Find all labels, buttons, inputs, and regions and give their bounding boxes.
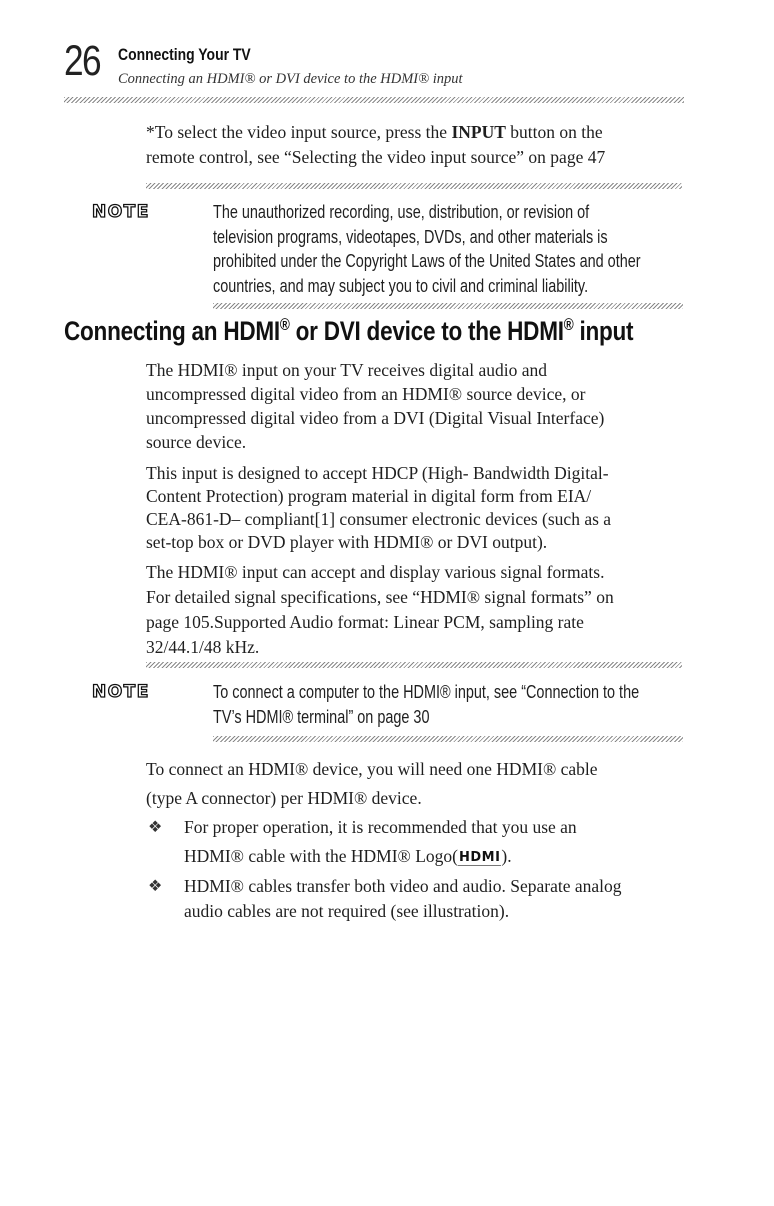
note-rule-bottom (213, 736, 683, 742)
bullet-icon: ❖ (148, 878, 163, 895)
paragraph-hdmi-cable: To connect an HDMI® device, you will need one HDMI® cable (type A connector) per HDMI® device. (146, 759, 598, 808)
note-text: To connect a computer to the HDMI® input, see “Connection to the TV’s HDMI® terminal” on page 30 (213, 681, 640, 727)
page-number: 26 (64, 37, 100, 85)
intro-text (146, 120, 706, 170)
hdmi-logo-icon: HDMI (458, 850, 501, 865)
note-text: The unauthorized recording, use, distribution, or revision of television programs, videotapes, DVDs, and other materials is prohibited under the Copyright Laws of the United States and other countries, and may subject you to civil and criminal liability. (213, 201, 641, 296)
paragraph-signal-formats: The HDMI® input can accept and display various signal formats. For detailed signal specifications, see “HDMI® signal formats” on page 105.Supported Audio format: Linear PCM, sampling rate 32/44.1/48 kHz. (146, 562, 614, 657)
note-rule-bottom (213, 303, 683, 309)
header-rule (64, 97, 684, 103)
note-rule-top (146, 662, 682, 668)
intro-line: remote control, see “Selecting the video input source” on page 47 (146, 147, 606, 167)
intro-line: *To select the video input source, press the INPUT button on the (146, 122, 603, 142)
paragraph-hdmi-input: The HDMI® input on your TV receives digital audio and uncompressed digital video from an HDMI® source device, or uncompressed digital video from a DVI (Digital Visual Interface) source device. (146, 360, 605, 452)
manual-page: 26 Connecting Your TV Connecting an HDMI® or DVI device to the HDMI® input *To select the video input source, press the INPUT button on the remote control, see “Selecting the video input source” on page 47 NOTE The unauthorized recording, use, distribution, or revision of television programs, videotapes, DVDs, and other materials is prohibited under the Copyright Laws of the United States and other countries, and may subject you to civil and criminal liability. Connecting an HDMI® or DVI device to the HDMI® input The HDMI® input on your TV receives digital audio and uncompressed digital video from an HDMI® source device, or uncompressed digital video from a DVI (Digital Visual Interface) source device. This input is designed to accept HDCP (High- Bandwidth Digital- Content Protection) program material in digital form from EIA/ CEA-861-D– compliant[1] consumer electronic devices (such as a set-top box or DVD player with HDMI® or DVI output). The HDMI® input can accept and display various signal formats. For detailed signal specifications, see “HDMI® signal formats” on page 105.Supported Audio format: Linear PCM, sampling rate 32/44.1/48 kHz. NOTE To connect a computer to the HDMI® input, see “Connection to the TV’s HDMI® terminal” on page 30 To connect an HDMI® device, you will need one HDMI® cable (type A connector) per HDMI® device. ❖ For proper operation, it is recommended that you use an HDMI® cable with the HDMI® Logo(HDMI). ❖ HDMI® cables transfer both video and audio. Separate analog audio cables are not required (see illustration). (0, 0, 774, 1206)
section-title: Connecting Your TV (118, 45, 251, 64)
note-rule-top (146, 183, 682, 189)
note-label: NOTE (92, 682, 150, 702)
section-subtitle: Connecting an HDMI® or DVI device to the HDMI® input (118, 71, 463, 87)
note-label: NOTE (92, 202, 150, 222)
paragraph-hdcp: This input is designed to accept HDCP (High- Bandwidth Digital- Content Protection) program material in digital form from EIA/ CEA-861-D– compliant[1] consumer electronic devices (such as a set-top box or DVD player with HDMI® or DVI output). (146, 463, 612, 552)
input-button-name: INPUT (451, 122, 506, 142)
bullet-icon: ❖ (148, 819, 163, 836)
section-heading: Connecting an HDMI® or DVI device to the HDMI® input (64, 316, 634, 346)
